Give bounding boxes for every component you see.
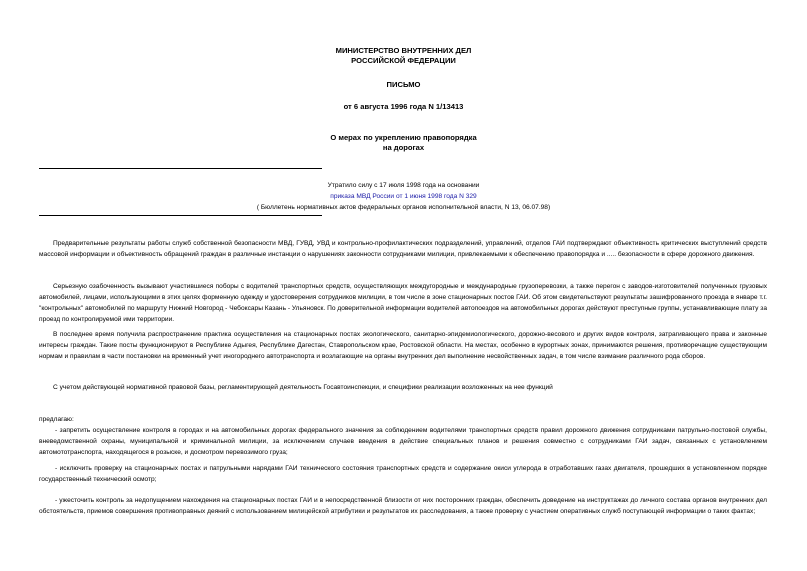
top-divider [39,168,322,169]
repeal-note-line1: Утратило силу с 17 июля 1998 года на основании [327,182,480,189]
list-item-3-text: - ужесточить контроль за недопущением нахождения на стационарных постах ГАИ и в непосредственной близости от них посторонних граждан, обеспечить доведение на инструктажах до личного состава органов внутренних дел обстоятельств, приемов совершения противоправных деяний с использованием милицейской атрибутики и результатов их расследования, а также проверку с участием оперативных служб поступающей информации о таких фактах; [39,497,767,515]
document-type: ПИСЬМО [386,80,421,89]
paragraph-1 [39,238,767,260]
list-item [39,495,767,517]
list-item-1-text: - запретить осуществление контроля в городах и на автомобильных дорогах федерального значения за соблюдением водителями транспортных средств правил дорожного движения сотрудниками патрульно-постовой службы, вневедомственной охраны, муниципальной и криминальной милиции, за исключением случаев введения в действие специальных планов и решения совместно с сотрудниками ГАИ задач, связанных с установлением автомототранспорта, находящегося в розыске, и досмотром перевозимого груза; [39,427,767,456]
org-name-line1: МИНИСТЕРСТВО ВНУТРЕННИХ ДЕЛ [335,46,472,55]
paragraph-3 [39,329,767,362]
list-item-2-text: - исключить проверку на стационарных постах и патрульными нарядами ГАИ технического состояния транспортных средств и содержание окиси углерода в отработавших газах двигателя, прошедших в установленном порядке государственный технический осмотр; [39,465,767,483]
list-item [39,425,767,458]
bottom-divider [39,215,322,216]
list-item [39,463,767,485]
org-name-line2: РОССИЙСКОЙ ФЕДЕРАЦИИ [351,56,456,65]
repeal-note-link-wrap [0,191,807,202]
proposal-intro-text: предлагаю: [39,416,74,423]
document-subject-line2: на дорогах [382,143,425,152]
repeal-order-link[interactable]: приказа МВД России от 1 июня 1998 года N 329 [330,193,477,200]
paragraph-4-text: С учетом действующей нормативной правовой базы, регламентирующей деятельность Госавтоинспекции, и специфики реализации возложенных на нее функций [53,384,553,391]
paragraph-2 [39,281,767,325]
paragraph-2-text: Серьезную озабоченность вызывают участившиеся поборы с водителей транспортных средств, осуществляющих междугородные и международные грузоперевозки, а также перегон с заводов-изготовителей полученных грузовых автомобилей, лицами, использующими в этих целях форменную одежду и удостоверения сотрудников милиции, в том числе в зоне стационарных постов ГАИ. Об этом свидетельствуют результаты зашифрованного проезда в январе т.г. "контрольных" автомобилей по маршруту Нижний Новгород - Чебоксары Казань - Ульяновск. По доверительной информации водителей автопоездов на автомобильных дорогах действуют преступные группы, устанавливающие плату за проезд по контролируемой ими территории. [39,283,767,323]
document-subject-line1: О мерах по укреплению правопорядка [330,133,477,142]
paragraph-1-text: Предварительные результаты работы служб собственной безопасности МВД, ГУВД, УВД и контрольно-профилактических подразделений, управлений, отделов ГАИ подтверждают объективность критических выступлений средств массовой информации и объективность обращений граждан в различные инстанции о нарушениях законности сотрудниками милиции, привлекаемыми к обеспечению правопорядка и ..... безопасности в сфере дорожного движения. [39,240,767,258]
document-date-number: от 6 августа 1996 года N 1/13413 [343,102,464,111]
repeal-note-source: ( Бюллетень нормативных актов федеральных органов исполнительной власти, N 13, 06.07.98) [256,204,551,211]
paragraph-4 [39,382,767,393]
paragraph-3-text: В последнее время получила распространение практика осуществления на стационарных постах экологического, санитарно-эпидемиологического, дорожно-весового и других видов контроля, затрагивающего права и законные интересы граждан. Такие посты функционируют в Республике Адыгея, Республике Дагестан, Ставропольском крае, Ростовской области. На местах, особенно в курортных зонах, принимаются решения, противоречащие существующим нормам и правилам в части постановки на временный учет иногороднего автотранспорта и возлагающие на органы внутренних дел выполнение несвойственных задач, в том числе взимание различного рода сборов. [39,331,767,360]
proposal-intro [39,414,767,425]
